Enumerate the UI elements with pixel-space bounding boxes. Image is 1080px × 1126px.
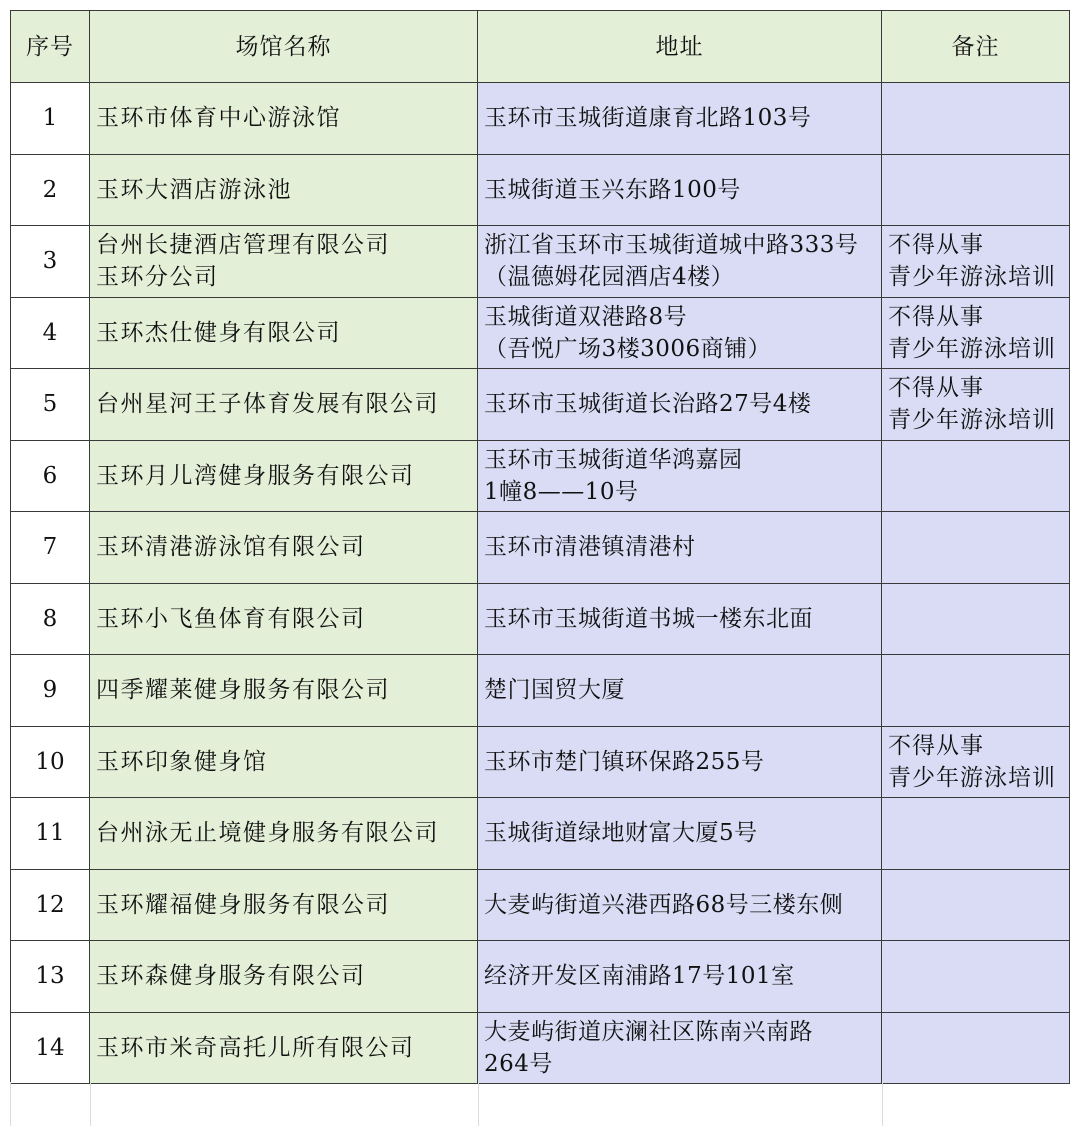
table-row: [11, 655, 1070, 727]
venue-name: [90, 869, 478, 941]
venue-note-line: 不得从事: [888, 375, 984, 402]
venue-note: [882, 83, 1070, 155]
venue-address-line: 玉环市玉城街道康育北路103号: [484, 105, 812, 132]
venue-address: [478, 583, 882, 655]
row-index: 4: [11, 297, 90, 369]
row-index: 1: [11, 83, 90, 155]
venue-address-line: 1幢8——10号: [484, 478, 639, 505]
venue-name-line: 玉环清港游泳馆有限公司: [96, 534, 366, 561]
header-row: [11, 11, 1070, 83]
venue-address: [478, 297, 882, 369]
venue-address: [478, 869, 882, 941]
venue-address-line: 玉环市玉城街道华鸿嘉园: [484, 446, 743, 473]
venue-name-line: 台州长捷酒店管理有限公司: [96, 232, 390, 259]
venue-name-line: 玉环月儿湾健身服务有限公司: [96, 462, 415, 489]
venue-note: [882, 154, 1070, 226]
venue-note: [882, 655, 1070, 727]
table-row: [11, 440, 1070, 512]
venue-address-line: 大麦屿街道庆澜社区陈南兴南路: [484, 1018, 813, 1045]
venue-name: [90, 369, 478, 441]
venue-name-line: 玉环市体育中心游泳馆: [96, 105, 341, 132]
venue-note: [882, 440, 1070, 512]
venue-address-line: 玉城街道玉兴东路100号: [484, 176, 741, 203]
venue-name-line: 玉环印象健身馆: [96, 748, 268, 775]
venue-name: [90, 941, 478, 1013]
venue-name-line: 玉环大酒店游泳池: [96, 176, 292, 203]
venue-name: [90, 83, 478, 155]
venue-address: [478, 83, 882, 155]
venue-name-line: 玉环森健身服务有限公司: [96, 963, 366, 990]
venue-address: [478, 226, 882, 298]
venue-name: [90, 440, 478, 512]
venue-note: [882, 297, 1070, 369]
venue-address: [478, 655, 882, 727]
table-row: [11, 726, 1070, 798]
venue-address-line: 玉城街道绿地财富大厦5号: [484, 820, 758, 847]
venue-name: [90, 154, 478, 226]
venue-name-line: 台州星河王子体育发展有限公司: [96, 391, 439, 418]
venue-name: [90, 226, 478, 298]
table-row: [11, 226, 1070, 298]
row-index: 12: [11, 869, 90, 941]
table-row: [11, 1012, 1070, 1084]
venue-address-line: 大麦屿街道兴港西路68号三楼东侧: [484, 891, 844, 918]
venue-note-line: 青少年游泳培训: [888, 264, 1056, 291]
venue-name-line: 玉环分公司: [96, 264, 219, 291]
row-index: 10: [11, 726, 90, 798]
row-index: 5: [11, 369, 90, 441]
venue-note: [882, 226, 1070, 298]
venue-note: [882, 869, 1070, 941]
venue-name: [90, 798, 478, 870]
venue-address-line: 264号: [484, 1050, 553, 1077]
row-index: 2: [11, 154, 90, 226]
venue-note: [882, 798, 1070, 870]
venue-address-line: 玉环市清港镇清港村: [484, 534, 696, 561]
venue-note-line: 不得从事: [888, 232, 984, 259]
venue-address: [478, 798, 882, 870]
venue-note-line: 不得从事: [888, 732, 984, 759]
venue-address: [478, 941, 882, 1013]
venue-address-line: 玉环市玉城街道书城一楼东北面: [484, 605, 813, 632]
venue-note: [882, 726, 1070, 798]
table-body: [11, 83, 1070, 1084]
venue-name: [90, 512, 478, 584]
venue-address-line: 经济开发区南浦路17号101室: [484, 963, 795, 990]
table-row: [11, 869, 1070, 941]
venue-address-line: （温德姆花园酒店4楼）: [484, 264, 735, 291]
venue-note-line: 青少年游泳培训: [888, 407, 1056, 434]
header-name: 场馆名称: [90, 11, 478, 83]
table-row: [11, 798, 1070, 870]
table-row: [11, 369, 1070, 441]
header-address: 地址: [478, 11, 882, 83]
venue-note-line: 不得从事: [888, 303, 984, 330]
venue-address: [478, 154, 882, 226]
venue-name-line: 玉环杰仕健身有限公司: [96, 319, 341, 346]
venue-address-line: 玉城街道双港路8号: [484, 303, 688, 330]
venue-name-line: 台州泳无止境健身服务有限公司: [96, 820, 439, 847]
venue-name-line: 四季耀莱健身服务有限公司: [96, 677, 390, 704]
table-trailing-gridlines: [10, 1082, 1070, 1126]
venue-address-line: 玉环市玉城街道长治路27号4楼: [484, 391, 812, 418]
table-row: [11, 941, 1070, 1013]
table-row: [11, 154, 1070, 226]
venue-address-line: 玉环市楚门镇环保路255号: [484, 748, 765, 775]
venue-address-line: 浙江省玉环市玉城街道城中路333号: [484, 232, 859, 259]
venue-address: [478, 440, 882, 512]
row-index: 14: [11, 1012, 90, 1084]
venue-name: [90, 726, 478, 798]
venue-name: [90, 297, 478, 369]
venue-note-line: 青少年游泳培训: [888, 764, 1056, 791]
venue-address-line: （吾悦广场3楼3006商铺）: [484, 335, 772, 362]
venue-note: [882, 1012, 1070, 1084]
row-index: 6: [11, 440, 90, 512]
venue-address-line: 楚门国贸大厦: [484, 677, 625, 704]
venue-name-line: 玉环小飞鱼体育有限公司: [96, 605, 366, 632]
row-index: 13: [11, 941, 90, 1013]
table-row: [11, 583, 1070, 655]
row-index: 8: [11, 583, 90, 655]
venue-address: [478, 726, 882, 798]
row-index: 7: [11, 512, 90, 584]
table-row: [11, 512, 1070, 584]
header-note: 备注: [882, 11, 1070, 83]
venue-note: [882, 583, 1070, 655]
table-row: [11, 83, 1070, 155]
row-index: 9: [11, 655, 90, 727]
venue-name-line: 玉环市米奇高托儿所有限公司: [96, 1034, 415, 1061]
venue-note: [882, 512, 1070, 584]
venue-address: [478, 369, 882, 441]
venue-note-line: 青少年游泳培训: [888, 335, 1056, 362]
table-row: [11, 297, 1070, 369]
venue-address: [478, 512, 882, 584]
venue-address: [478, 1012, 882, 1084]
row-index: 11: [11, 798, 90, 870]
row-index: 3: [11, 226, 90, 298]
venue-name: [90, 1012, 478, 1084]
venue-name: [90, 583, 478, 655]
venue-note: [882, 941, 1070, 1013]
venue-name: [90, 655, 478, 727]
venue-name-line: 玉环耀福健身服务有限公司: [96, 891, 390, 918]
venue-note: [882, 369, 1070, 441]
header-index: 序号: [11, 11, 90, 83]
venue-table: [10, 10, 1070, 1084]
